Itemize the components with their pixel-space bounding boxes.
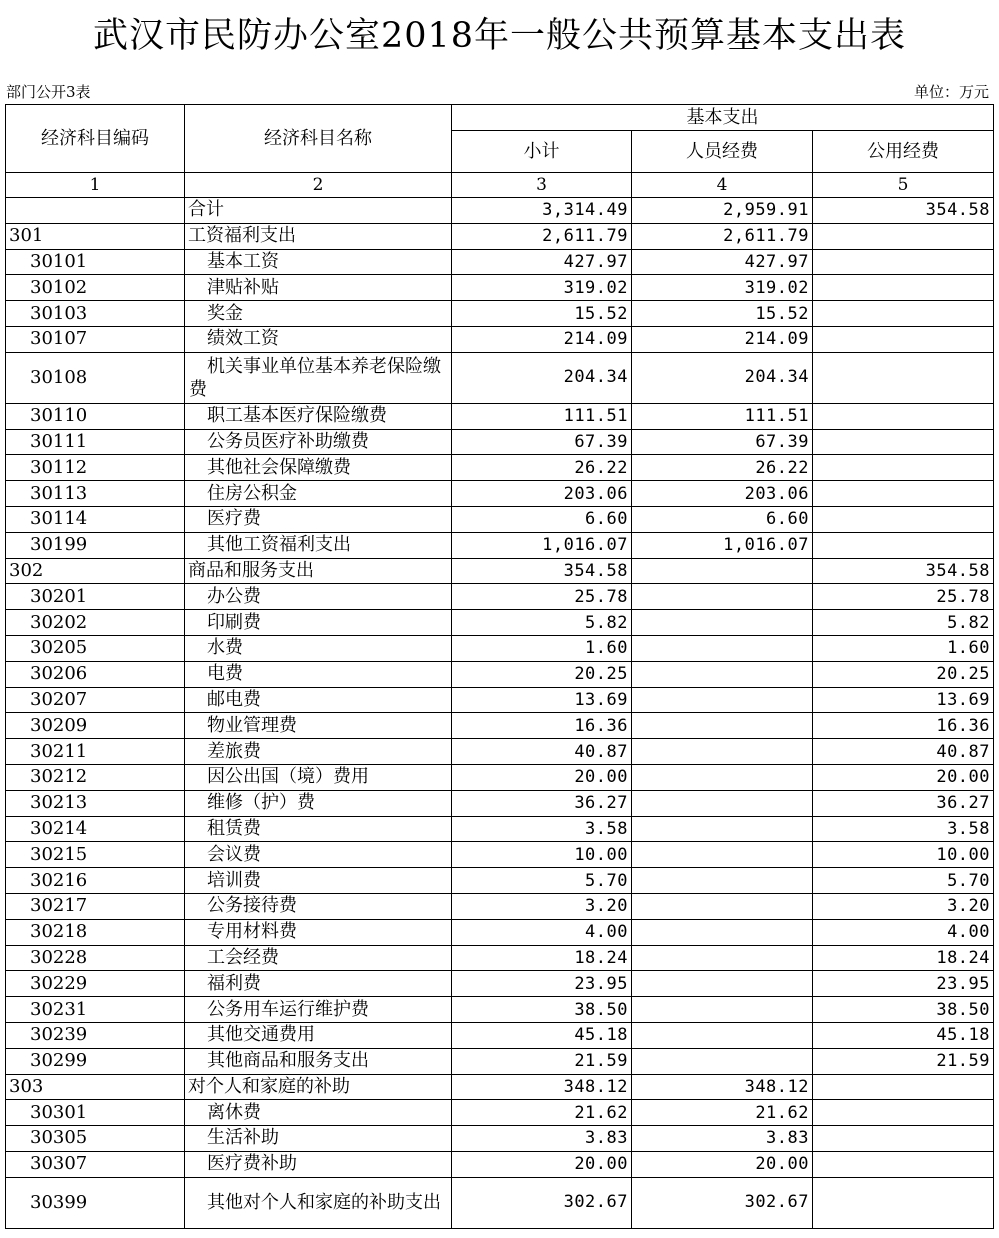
name-cell: 其他社会保障缴费 (185, 455, 452, 481)
personnel-cell (632, 919, 813, 945)
table-row (6, 610, 994, 636)
table-row (6, 223, 994, 249)
public-cell: 23.95 (813, 971, 994, 997)
subtotal-cell: 13.69 (452, 687, 632, 713)
name-cell (185, 352, 452, 403)
code-cell: 301 (6, 223, 185, 249)
table-row (6, 301, 994, 327)
name-cell: 维修（护）费 (185, 790, 452, 816)
subtotal-cell: 348.12 (452, 1074, 632, 1100)
subtotal-cell: 5.82 (452, 610, 632, 636)
code-cell: 30213 (6, 790, 185, 816)
personnel-cell (632, 764, 813, 790)
code-cell: 30228 (6, 945, 185, 971)
code-cell: 30216 (6, 868, 185, 894)
subtotal-cell: 214.09 (452, 326, 632, 352)
name-cell: 其他交通费用 (185, 1022, 452, 1048)
code-cell: 30113 (6, 481, 185, 507)
public-cell (813, 223, 994, 249)
column-index: 1 (6, 173, 185, 198)
subtotal-cell: 1,016.07 (452, 532, 632, 558)
name-cell: 绩效工资 (185, 326, 452, 352)
subtotal-cell: 2,611.79 (452, 223, 632, 249)
subtotal-cell: 1.60 (452, 635, 632, 661)
public-cell: 36.27 (813, 790, 994, 816)
personnel-cell: 6.60 (632, 506, 813, 532)
name-cell: 基本工资 (185, 249, 452, 275)
personnel-cell (632, 661, 813, 687)
name-cell: 奖金 (185, 301, 452, 327)
subtotal-cell: 302.67 (452, 1177, 632, 1228)
name-cell: 商品和服务支出 (185, 558, 452, 584)
code-cell: 30199 (6, 532, 185, 558)
public-cell (813, 275, 994, 301)
name-cell: 其他商品和服务支出 (185, 1048, 452, 1074)
name-cell: 住房公积金 (185, 481, 452, 507)
code-cell: 30301 (6, 1100, 185, 1126)
personnel-cell (632, 945, 813, 971)
public-cell (813, 403, 994, 429)
code-cell: 30111 (6, 429, 185, 455)
name-text: 其他对个人和家庭的补助支出 (207, 1192, 441, 1214)
personnel-cell: 3.83 (632, 1126, 813, 1152)
column-index: 3 (452, 173, 632, 198)
subtotal-cell: 38.50 (452, 997, 632, 1023)
personnel-cell: 204.34 (632, 352, 813, 403)
personnel-cell (632, 739, 813, 765)
subtotal-cell: 5.70 (452, 868, 632, 894)
public-cell: 3.58 (813, 816, 994, 842)
name-cell: 水费 (185, 635, 452, 661)
personnel-cell: 2,959.91 (632, 198, 813, 224)
public-cell (813, 1100, 994, 1126)
public-cell: 20.25 (813, 661, 994, 687)
table-row (6, 842, 994, 868)
name-cell: 生活补助 (185, 1126, 452, 1152)
subtotal-cell: 6.60 (452, 506, 632, 532)
personnel-cell (632, 1022, 813, 1048)
personnel-cell: 302.67 (632, 1177, 813, 1228)
table-row (6, 764, 994, 790)
personnel-cell (632, 816, 813, 842)
name-cell: 公务员医疗补助缴费 (185, 429, 452, 455)
code-cell: 30114 (6, 506, 185, 532)
code-cell: 30217 (6, 893, 185, 919)
subtotal-cell: 23.95 (452, 971, 632, 997)
table-row (6, 198, 994, 224)
personnel-cell: 214.09 (632, 326, 813, 352)
personnel-cell: 26.22 (632, 455, 813, 481)
table-row (6, 687, 994, 713)
subtotal-cell: 21.62 (452, 1100, 632, 1126)
personnel-cell: 15.52 (632, 301, 813, 327)
code-cell: 30107 (6, 326, 185, 352)
personnel-cell: 427.97 (632, 249, 813, 275)
table-row (6, 997, 994, 1023)
table-row (6, 945, 994, 971)
public-cell (813, 301, 994, 327)
code-cell: 302 (6, 558, 185, 584)
table-row (6, 481, 994, 507)
table-row (6, 1126, 994, 1152)
table-row (6, 661, 994, 687)
table-row (6, 275, 994, 301)
public-cell: 354.58 (813, 198, 994, 224)
code-cell: 30239 (6, 1022, 185, 1048)
code-cell: 30205 (6, 635, 185, 661)
personnel-cell (632, 790, 813, 816)
subtotal-cell: 427.97 (452, 249, 632, 275)
column-index: 4 (632, 173, 813, 198)
name-cell: 印刷费 (185, 610, 452, 636)
personnel-cell: 67.39 (632, 429, 813, 455)
public-cell (813, 326, 994, 352)
subtotal-cell: 10.00 (452, 842, 632, 868)
subtotal-cell: 3,314.49 (452, 198, 632, 224)
public-cell: 38.50 (813, 997, 994, 1023)
personnel-cell (632, 842, 813, 868)
table-row (6, 249, 994, 275)
public-cell (813, 532, 994, 558)
code-cell: 30218 (6, 919, 185, 945)
public-cell: 3.20 (813, 893, 994, 919)
public-cell (813, 455, 994, 481)
personnel-cell: 20.00 (632, 1151, 813, 1177)
personnel-cell: 1,016.07 (632, 532, 813, 558)
column-index: 5 (813, 173, 994, 198)
table-row (6, 739, 994, 765)
code-cell: 30229 (6, 971, 185, 997)
subtotal-cell: 204.34 (452, 352, 632, 403)
public-cell (813, 481, 994, 507)
public-cell (813, 1177, 994, 1228)
subtotal-cell: 111.51 (452, 403, 632, 429)
code-cell (6, 198, 185, 224)
name-cell: 电费 (185, 661, 452, 687)
name-cell: 对个人和家庭的补助 (185, 1074, 452, 1100)
subtotal-cell: 67.39 (452, 429, 632, 455)
name-cell: 培训费 (185, 868, 452, 894)
column-index: 2 (185, 173, 452, 198)
subtotal-cell: 20.25 (452, 661, 632, 687)
code-cell: 30206 (6, 661, 185, 687)
public-cell: 4.00 (813, 919, 994, 945)
table-body (6, 198, 994, 1229)
table-row (6, 1048, 994, 1074)
table-row (6, 506, 994, 532)
public-cell: 1.60 (813, 635, 994, 661)
header-code: 经济科目编码 (6, 105, 185, 173)
personnel-cell (632, 971, 813, 997)
name-cell: 会议费 (185, 842, 452, 868)
name-cell: 专用材料费 (185, 919, 452, 945)
name-cell: 离休费 (185, 1100, 452, 1126)
code-cell: 30102 (6, 275, 185, 301)
personnel-cell: 21.62 (632, 1100, 813, 1126)
table-row (6, 429, 994, 455)
personnel-cell (632, 687, 813, 713)
subtotal-cell: 18.24 (452, 945, 632, 971)
public-cell (813, 429, 994, 455)
code-cell: 30110 (6, 403, 185, 429)
public-cell: 10.00 (813, 842, 994, 868)
header-subtotal: 小计 (452, 131, 632, 173)
table-row (6, 868, 994, 894)
table-row (6, 326, 994, 352)
subtotal-cell: 26.22 (452, 455, 632, 481)
code-cell: 30202 (6, 610, 185, 636)
name-cell: 公务用车运行维护费 (185, 997, 452, 1023)
subtotal-cell: 16.36 (452, 713, 632, 739)
public-cell: 45.18 (813, 1022, 994, 1048)
table-row (6, 816, 994, 842)
code-cell: 30305 (6, 1126, 185, 1152)
table-row (6, 403, 994, 429)
public-cell: 5.82 (813, 610, 994, 636)
public-cell (813, 1151, 994, 1177)
subtotal-cell: 21.59 (452, 1048, 632, 1074)
table-row (6, 1151, 994, 1177)
table-row (6, 635, 994, 661)
subtotal-cell: 4.00 (452, 919, 632, 945)
subtotal-cell: 45.18 (452, 1022, 632, 1048)
code-cell: 30207 (6, 687, 185, 713)
code-cell: 303 (6, 1074, 185, 1100)
subtotal-cell: 3.20 (452, 893, 632, 919)
personnel-cell (632, 610, 813, 636)
public-cell: 5.70 (813, 868, 994, 894)
public-cell (813, 352, 994, 403)
personnel-cell: 2,611.79 (632, 223, 813, 249)
personnel-cell: 111.51 (632, 403, 813, 429)
table-row (6, 790, 994, 816)
personnel-cell (632, 893, 813, 919)
subtotal-cell: 15.52 (452, 301, 632, 327)
public-cell: 13.69 (813, 687, 994, 713)
personnel-cell (632, 584, 813, 610)
name-cell (185, 1177, 452, 1228)
name-cell: 因公出国（境）费用 (185, 764, 452, 790)
code-cell: 30211 (6, 739, 185, 765)
code-cell: 30399 (6, 1177, 185, 1228)
name-cell: 公务接待费 (185, 893, 452, 919)
name-cell: 工资福利支出 (185, 223, 452, 249)
subtotal-cell: 20.00 (452, 764, 632, 790)
name-cell: 办公费 (185, 584, 452, 610)
code-cell: 30299 (6, 1048, 185, 1074)
code-cell: 30201 (6, 584, 185, 610)
public-cell (813, 1126, 994, 1152)
personnel-cell: 319.02 (632, 275, 813, 301)
header-personnel: 人员经费 (632, 131, 813, 173)
header-name: 经济科目名称 (185, 105, 452, 173)
table-row (6, 1177, 994, 1228)
public-cell: 25.78 (813, 584, 994, 610)
public-cell (813, 249, 994, 275)
subtotal-cell: 354.58 (452, 558, 632, 584)
name-cell: 租赁费 (185, 816, 452, 842)
personnel-cell (632, 713, 813, 739)
code-cell: 30214 (6, 816, 185, 842)
name-cell: 福利费 (185, 971, 452, 997)
subtotal-cell: 319.02 (452, 275, 632, 301)
table-row (6, 713, 994, 739)
personnel-cell (632, 558, 813, 584)
subtotal-cell: 20.00 (452, 1151, 632, 1177)
table-row (6, 971, 994, 997)
name-cell: 物业管理费 (185, 713, 452, 739)
subtotal-cell: 3.58 (452, 816, 632, 842)
code-cell: 30307 (6, 1151, 185, 1177)
table-row (6, 455, 994, 481)
name-cell: 医疗费补助 (185, 1151, 452, 1177)
header-basic-expenditure: 基本支出 (452, 105, 994, 131)
name-cell: 津贴补贴 (185, 275, 452, 301)
public-cell: 21.59 (813, 1048, 994, 1074)
table-row (6, 893, 994, 919)
code-cell: 30101 (6, 249, 185, 275)
subtotal-cell: 3.83 (452, 1126, 632, 1152)
personnel-cell (632, 635, 813, 661)
table-row (6, 532, 994, 558)
public-cell: 20.00 (813, 764, 994, 790)
code-cell: 30212 (6, 764, 185, 790)
name-cell: 职工基本医疗保险缴费 (185, 403, 452, 429)
table-row (6, 919, 994, 945)
name-cell: 邮电费 (185, 687, 452, 713)
table-row (6, 1022, 994, 1048)
personnel-cell (632, 868, 813, 894)
table-row (6, 1100, 994, 1126)
personnel-cell (632, 1048, 813, 1074)
name-text: 机关事业单位基本养老保险缴费 (189, 355, 441, 400)
name-cell: 医疗费 (185, 506, 452, 532)
name-cell: 合计 (185, 198, 452, 224)
header-public: 公用经费 (813, 131, 994, 173)
subtotal-cell: 36.27 (452, 790, 632, 816)
table-row (6, 1074, 994, 1100)
public-cell: 354.58 (813, 558, 994, 584)
unit-label: 单位：万元 (913, 83, 989, 101)
code-cell: 30231 (6, 997, 185, 1023)
table-row (6, 584, 994, 610)
code-cell: 30112 (6, 455, 185, 481)
public-cell: 16.36 (813, 713, 994, 739)
department-table-label: 部门公开3表 (6, 83, 91, 101)
public-cell (813, 1074, 994, 1100)
code-cell: 30103 (6, 301, 185, 327)
public-cell (813, 506, 994, 532)
name-cell: 差旅费 (185, 739, 452, 765)
name-cell: 工会经费 (185, 945, 452, 971)
subtotal-cell: 203.06 (452, 481, 632, 507)
table-row (6, 352, 994, 403)
budget-table (5, 104, 994, 1229)
subtotal-cell: 25.78 (452, 584, 632, 610)
code-cell: 30209 (6, 713, 185, 739)
table-row (6, 558, 994, 584)
public-cell: 40.87 (813, 739, 994, 765)
page-title: 武汉市民防办公室2018年一般公共预算基本支出表 (92, 16, 907, 56)
personnel-cell: 203.06 (632, 481, 813, 507)
public-cell: 18.24 (813, 945, 994, 971)
personnel-cell (632, 997, 813, 1023)
code-cell: 30215 (6, 842, 185, 868)
name-cell: 其他工资福利支出 (185, 532, 452, 558)
subtotal-cell: 40.87 (452, 739, 632, 765)
code-cell: 30108 (6, 352, 185, 403)
personnel-cell: 348.12 (632, 1074, 813, 1100)
